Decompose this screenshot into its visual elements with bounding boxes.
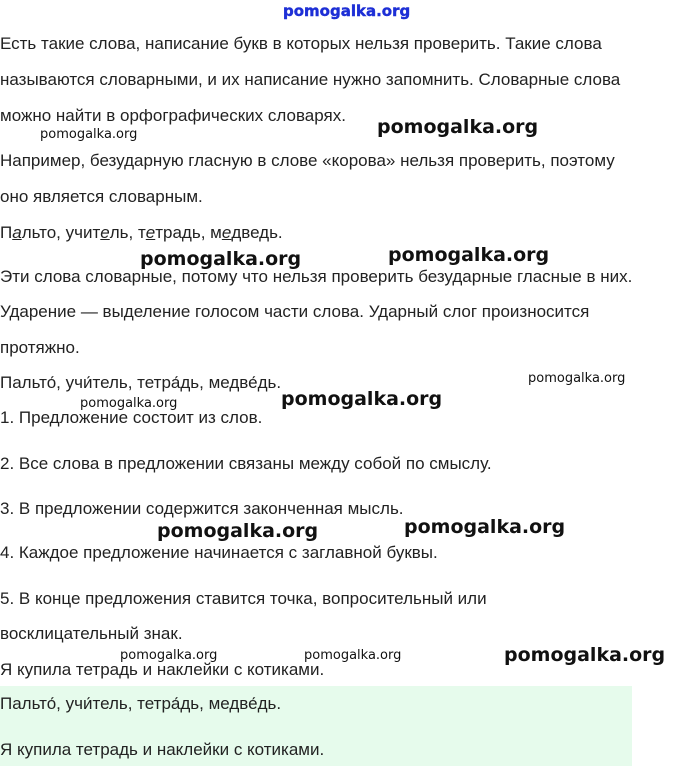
word-part: ль, т [109, 223, 146, 242]
watermark: pomogalka.org [504, 644, 666, 666]
watermark: pomogalka.org [377, 116, 539, 138]
list-item: 1. Предложение состоит из слов. [0, 408, 263, 427]
answer-line-1: Пальто́, учи́тель, тетра́дь, медве́дь. [0, 694, 282, 713]
underlined-vowel: е [145, 223, 156, 242]
watermark: pomogalka.org [281, 388, 443, 410]
list-item: 5. В конце предложения ставится точка, вопросительный или [0, 589, 487, 608]
list-item-continuation: восклицательный знак. [0, 624, 183, 643]
example-sentence: Я купила тетрадь и наклейки с котиками. [0, 660, 325, 679]
paragraph-4-line-2: протяжно. [0, 338, 80, 357]
underlined-vowel: е [100, 223, 110, 242]
paragraph-2-line-2: оно является словарным. [0, 187, 203, 206]
paragraph-1-line-1: Есть такие слова, написание букв в которых нельзя проверить. Такие слова [0, 34, 602, 53]
watermark: pomogalka.org [80, 396, 178, 411]
word-part: П [0, 223, 13, 242]
paragraph-2-line-1: Например, безударную гласную в слове «корова» нельзя проверить, поэтому [0, 151, 615, 170]
answer-line-2: Я купила тетрадь и наклейки с котиками. [0, 740, 325, 759]
watermark: pomogalka.org [388, 244, 550, 266]
watermark: pomogalka.org [120, 648, 218, 663]
watermark: pomogalka.org [528, 371, 626, 386]
watermark: pomogalka.org [404, 516, 566, 538]
watermark: pomogalka.org [304, 648, 402, 663]
list-item: 4. Каждое предложение начинается с заглавной буквы. [0, 543, 438, 562]
word-part: дведь. [231, 223, 283, 242]
watermark-top: pomogalka.org [283, 2, 411, 20]
watermark: pomogalka.org [140, 248, 302, 270]
paragraph-4-line-1: Ударение — выделение голосом части слова. Ударный слог произносится [0, 302, 590, 321]
underlined-vowel: е [221, 223, 232, 242]
word-list-unstressed [0, 223, 283, 243]
list-item: 2. Все слова в предложении связаны между собой по смыслу. [0, 454, 492, 473]
list-item: 3. В предложении содержится законченная мысль. [0, 499, 404, 518]
watermark: pomogalka.org [157, 520, 319, 542]
watermark: pomogalka.org [40, 127, 138, 142]
paragraph-1-line-3: можно найти в орфографических словарях. [0, 106, 346, 125]
word-part: льто, учит [21, 223, 101, 242]
word-part: традь, м [155, 223, 222, 242]
paragraph-1-line-2: называются словарными, и их написание нужно запомнить. Словарные слова [0, 70, 621, 89]
stressed-words: Пальто́, учи́тель, тетра́дь, медве́дь. [0, 373, 282, 392]
paragraph-3: Эти слова словарные, потому что нельзя проверить безударные гласные в них. [0, 267, 633, 286]
underlined-vowel: а [12, 223, 22, 242]
